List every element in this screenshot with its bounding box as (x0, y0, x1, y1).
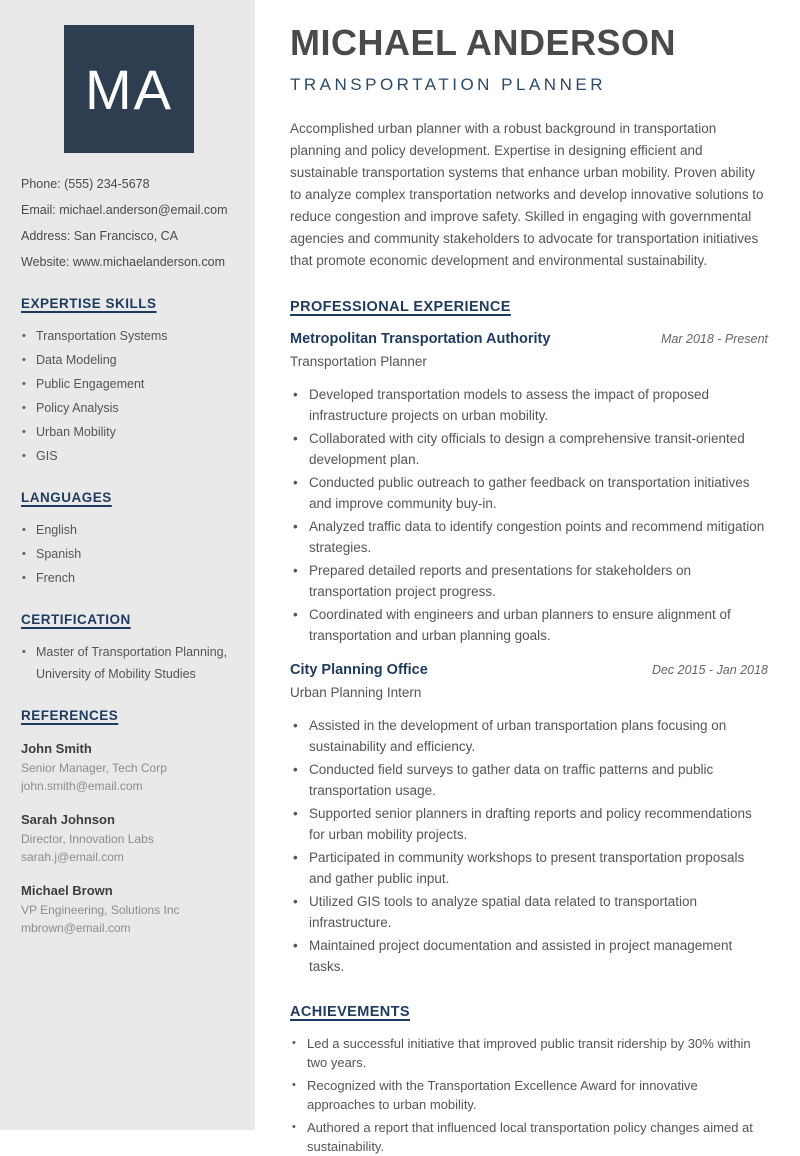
contact-address: Address: San Francisco, CA (21, 229, 179, 243)
language-item: • French (21, 567, 237, 589)
reference-name: Michael Brown (21, 883, 113, 898)
job-bullet: • Utilized GIS tools to analyze spatial data related to transportation infrastructure. (290, 891, 768, 933)
reference-title: Director, Innovation Labs (21, 832, 154, 846)
job-bullet: • Conducted field surveys to gather data on traffic patterns and public transportation usage. (290, 759, 768, 801)
job-role: Urban Planning Intern (290, 685, 422, 700)
experience-section (290, 299, 768, 977)
reference-name: Sarah Johnson (21, 812, 115, 827)
job-entry (290, 661, 768, 977)
achievements-heading: ACHIEVEMENTS (290, 1004, 411, 1020)
avatar-initials: MA (85, 57, 173, 121)
achievement-bullet: • Led a successful initiative that improved public transit ridership by 30% within two years. (290, 1034, 768, 1072)
main-content (255, 0, 800, 1154)
certification-list (21, 641, 237, 685)
job-bullet: • Supported senior planners in drafting reports and policy recommendations for urban mobility projects. (290, 803, 768, 845)
sidebar (0, 0, 255, 1130)
avatar (64, 25, 194, 153)
company-name: City Planning Office (290, 662, 428, 678)
experience-heading: PROFESSIONAL EXPERIENCE (290, 299, 511, 315)
skill-item: • Urban Mobility (21, 421, 237, 443)
skills-heading: EXPERTISE SKILLS (21, 296, 157, 311)
skills-section (21, 296, 237, 467)
skill-item: • Transportation Systems (21, 325, 237, 347)
job-bullet: • Analyzed traffic data to identify congestion points and recommend mitigation strategies. (290, 516, 768, 558)
references-section (21, 708, 237, 937)
references-heading: REFERENCES (21, 708, 119, 723)
languages-section (21, 490, 237, 589)
job-bullet-list (290, 715, 768, 977)
reference-name: John Smith (21, 741, 92, 756)
reference-entry (21, 810, 237, 866)
job-dates: Dec 2015 - Jan 2018 (651, 663, 768, 677)
job-bullet: • Coordinated with engineers and urban planners to ensure alignment of transportation and urban planning goals. (290, 604, 768, 646)
reference-entry (21, 739, 237, 795)
achievements-list (290, 1034, 768, 1156)
reference-email: mbrown@email.com (21, 921, 131, 935)
language-item: • English (21, 519, 237, 541)
certification-section (21, 612, 237, 685)
skill-item: • GIS (21, 445, 237, 467)
contact-email: Email: michael.anderson@email.com (21, 203, 228, 217)
job-header (290, 661, 768, 679)
skills-list (21, 325, 237, 467)
contact-website: Website: www.michaelanderson.com (21, 255, 226, 269)
summary-paragraph: Accomplished urban planner with a robust background in transportation planning and policy development. Expertise in designing efficient and sustainable transportation systems that enhance urban mobility. Proven ability to analyze complex transportation networks and develop innovative solutions to reduce congestion and improve safety. Skilled in engaging with governmental agencies and community stakeholders to advocate for transportation initiatives that promote economic development and environmental sustainability. (290, 121, 764, 268)
language-item: • Spanish (21, 543, 237, 565)
job-header (290, 330, 768, 348)
job-bullet: • Participated in community workshops to present transportation proposals and gather public input. (290, 847, 768, 889)
person-job-title: TRANSPORTATION PLANNER (290, 75, 606, 94)
contact-phone: Phone: (555) 234-5678 (21, 177, 150, 191)
job-dates: Mar 2018 - Present (661, 332, 768, 346)
job-bullet: • Collaborated with city officials to design a comprehensive transit-oriented development plan. (290, 428, 768, 470)
job-bullet: • Prepared detailed reports and presentations for stakeholders on transportation project progress. (290, 560, 768, 602)
job-bullet: • Assisted in the development of urban transportation plans focusing on sustainability and efficiency. (290, 715, 768, 757)
job-bullet: • Developed transportation models to assess the impact of proposed infrastructure projects on urban mobility. (290, 384, 768, 426)
languages-list (21, 519, 237, 589)
certification-heading: CERTIFICATION (21, 612, 131, 627)
reference-title: VP Engineering, Solutions Inc (21, 903, 180, 917)
reference-email: sarah.j@email.com (21, 850, 124, 864)
reference-title: Senior Manager, Tech Corp (21, 761, 167, 775)
job-bullet: • Maintained project documentation and assisted in project management tasks. (290, 935, 768, 977)
achievement-bullet: • Recognized with the Transportation Excellence Award for innovative approaches to urban mobility. (290, 1076, 768, 1114)
job-bullet-list (290, 384, 768, 646)
job-role: Transportation Planner (290, 354, 427, 369)
company-name: Metropolitan Transportation Authority (290, 331, 551, 347)
achievement-bullet: • Authored a report that influenced local transportation policy changes aimed at sustainability. (290, 1118, 768, 1156)
reference-email: john.smith@email.com (21, 779, 143, 793)
skill-item: • Public Engagement (21, 373, 237, 395)
certification-item: • Master of Transportation Planning, University of Mobility Studies (21, 641, 237, 685)
achievements-section (290, 1004, 768, 1156)
languages-heading: LANGUAGES (21, 490, 112, 505)
reference-entry (21, 881, 237, 937)
skill-item: • Policy Analysis (21, 397, 237, 419)
contact-info (21, 173, 237, 273)
skill-item: • Data Modeling (21, 349, 237, 371)
person-name: MICHAEL ANDERSON (290, 22, 677, 63)
job-bullet: • Conducted public outreach to gather feedback on transportation initiatives and improve community buy-in. (290, 472, 768, 514)
job-entry (290, 330, 768, 646)
